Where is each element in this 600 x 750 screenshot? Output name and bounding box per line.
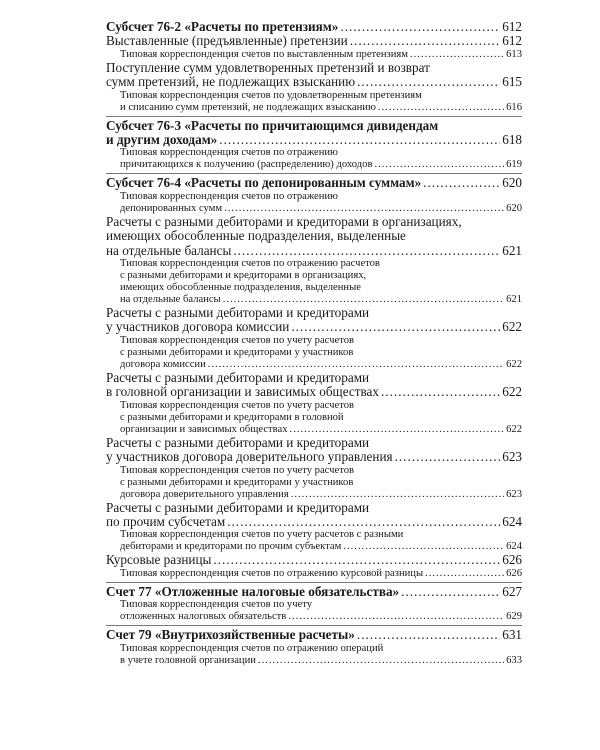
toc-entry-text: на отдельные балансы [120,294,221,306]
toc-subentry[interactable] [120,465,522,501]
dot-leader [340,20,500,34]
toc-subentry[interactable] [120,147,522,171]
dot-leader [381,385,500,399]
toc-entry-text: на отдельные балансы [106,242,232,258]
toc-subentry[interactable] [120,568,522,580]
toc-entry[interactable] [106,306,522,335]
page-number: 613 [506,48,522,60]
toc-entry-text: Расчеты с разными дебиторами и кредиторами [106,369,370,385]
page-number: 620 [506,202,522,214]
toc-section-heading[interactable] [106,628,522,642]
toc-subentry[interactable] [120,191,522,215]
toc-entry[interactable] [106,61,522,90]
toc-entry-text: Расчеты с разными дебиторами и кредиторами [106,434,370,450]
dot-leader [425,568,504,580]
toc-entry-text: дебиторами и кредиторами по прочим субъектам [120,541,342,553]
page-number: 612 [502,19,522,34]
toc-entry-text: имеющих обособленные подразделения, выделенные [120,282,361,294]
page-number: 626 [506,567,522,579]
section-divider [106,173,522,174]
toc-entry-text: с разными дебиторами и кредиторами у участников [120,476,354,488]
toc-entry-text: причитающихся к получению (распределению) доходов [120,159,373,171]
page-number: 616 [506,101,522,113]
dot-leader [395,450,501,464]
page-number: 622 [506,358,522,370]
toc-entry-text: Типовая корреспонденция счетов по учету расчетов с разными [120,529,404,541]
page-number: 627 [502,583,522,599]
toc-entry[interactable] [106,34,522,48]
page-number: 622 [502,319,522,335]
page-number: 633 [506,654,522,666]
toc-subentry[interactable] [120,400,522,436]
dot-leader [423,176,500,190]
toc-entry-text: Субсчет 76-3 «Расчеты по причитающимся дивидендам [106,117,439,133]
page-number: 621 [506,294,522,306]
toc-entry-text: в учете головной организации [120,654,256,666]
page-number: 623 [502,449,522,465]
toc-entry-text: сумм претензий, не подлежащих взысканию [106,74,356,90]
dot-leader [350,34,500,48]
toc-entry-text: Расчеты с разными дебиторами и кредиторами в организациях, [106,213,462,229]
page-number: 621 [502,242,522,258]
toc-entry-text: Счет 79 «Внутрихозяйственные расчеты» [106,627,355,643]
toc-entry-text: депонированных сумм [120,202,223,214]
toc-subentry[interactable] [120,643,522,667]
toc-entry-text: Расчеты с разными дебиторами и кредиторами [106,499,370,515]
toc-subentry[interactable] [120,90,522,114]
toc-entry-text: Типовая корреспонденция счетов по учету расчетов [120,334,354,346]
toc-entry-text: договора комиссии [120,358,206,370]
page-number: 618 [502,132,522,148]
dot-leader [233,244,500,258]
toc-entry[interactable] [106,501,522,530]
toc-entry[interactable] [106,553,522,567]
toc-section-heading[interactable] [106,585,522,599]
toc-entry-text: договора доверительного управления [120,488,289,500]
toc-entry-text: Типовая корреспонденция счетов по отражению расчетов [120,258,380,270]
toc-entry-text: Типовая корреспонденция счетов по отражению курсовой разницы [120,567,424,579]
dot-leader [291,320,500,334]
page-number: 623 [506,488,522,500]
page-number: 612 [502,33,522,49]
toc-entry-text: Типовая корреспонденция счетов по выставленным претензиям [120,48,408,60]
toc-entry-text: Типовая корреспонденция счетов по удовлетворенным претензиям [120,89,422,101]
toc-subentry[interactable] [120,599,522,623]
toc-entry-text: с разными дебиторами и кредиторами в организациях, [120,270,367,282]
toc-entry-text: Типовая корреспонденция счетов по отражению операций [120,642,384,654]
toc-entry-text: у участников договора доверительного управления [106,449,393,465]
toc-entry[interactable] [106,371,522,400]
page-number: 615 [502,74,522,90]
page-number: 619 [506,159,522,171]
toc-entry-text: имеющих обособленные подразделения, выделенные [106,228,406,244]
toc-entry-text: Типовая корреспонденция счетов по учету расчетов [120,399,354,411]
toc-entry-text: Типовая корреспонденция счетов по учету [120,599,313,611]
dot-leader [357,628,500,642]
dot-leader [378,102,504,114]
toc-section-heading[interactable] [106,20,522,34]
toc-entry-text: Субсчет 76-2 «Расчеты по претензиям» [106,19,339,34]
toc-entry-text: Поступление сумм удовлетворенных претензий и возврат [106,59,430,75]
page-number: 622 [506,423,522,435]
toc-entry-text: в головной организации и зависимых обществах [106,384,379,400]
dot-leader [258,655,504,667]
dot-leader [213,553,500,567]
page-number: 622 [502,384,522,400]
page-number: 620 [502,175,522,191]
dot-leader [227,515,500,529]
toc-subentry[interactable] [120,529,522,553]
toc-entry-text: с разными дебиторами и кредиторами в головной [120,411,344,423]
toc-entry-text: организации и зависимых обществах [120,423,288,435]
toc-entry-text: и списанию сумм претензий, не подлежащих взысканию [120,101,376,113]
toc-entry-text: Типовая корреспонденция счетов по отражению [120,190,338,202]
dot-leader [374,159,504,171]
toc-entry[interactable] [106,215,522,258]
page-number: 624 [502,513,522,529]
toc-entry-text: и другим доходам» [106,132,218,148]
page-number: 624 [506,541,522,553]
toc-entry-text: Курсовые разницы [106,552,212,568]
dot-leader [401,585,500,599]
toc-entry-text: Выставленные (предъявленные) претензии [106,33,348,49]
toc-subentry[interactable] [120,335,522,371]
toc-entry[interactable] [106,436,522,465]
toc-entry-text: Типовая корреспонденция счетов по отражению [120,147,338,159]
toc-entry-text: по прочим субсчетам [106,513,226,529]
toc-entry-text: с разными дебиторами и кредиторами у участников [120,346,354,358]
toc-entry-text: Типовая корреспонденция счетов по учету расчетов [120,464,354,476]
toc-entry-text: Расчеты с разными дебиторами и кредиторами [106,305,370,321]
dot-leader [357,75,500,89]
section-divider [106,116,522,117]
section-divider [106,582,522,583]
dot-leader [343,541,504,553]
toc-entry-text: у участников договора комиссии [106,319,290,335]
table-of-contents [106,20,522,667]
dot-leader [219,133,500,147]
toc-entry-text: отложенных налоговых обязательств [120,611,287,623]
toc-section-heading[interactable] [106,119,522,148]
toc-section-heading[interactable] [106,176,522,190]
toc-entry-text: Субсчет 76-4 «Расчеты по депонированным суммам» [106,175,422,191]
dot-leader [288,611,504,623]
page-number: 629 [506,611,522,623]
toc-subentry[interactable] [120,258,522,306]
section-divider [106,625,522,626]
page-number: 626 [502,552,522,568]
page-number: 631 [502,627,522,643]
toc-entry-text: Счет 77 «Отложенные налоговые обязательства» [106,583,400,599]
